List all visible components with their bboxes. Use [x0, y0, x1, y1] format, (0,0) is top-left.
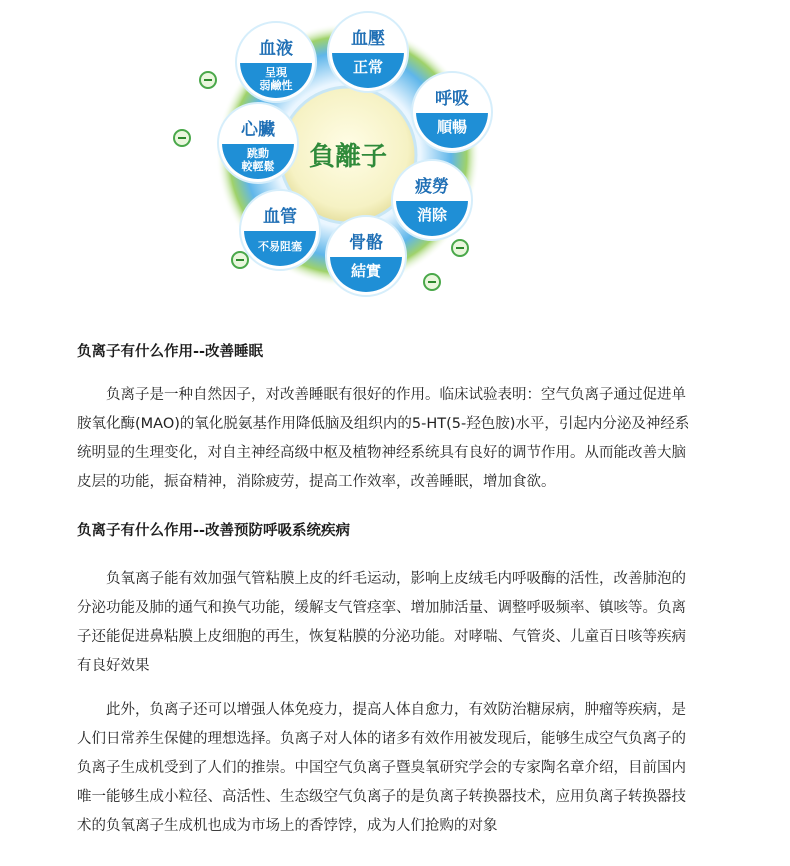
negative-ion-diagram	[160, 10, 520, 310]
bubble-desc: 弱鹼性	[259, 79, 293, 92]
text-line: 统明显的生理变化，对自主神经高级中枢及植物神经系统具有良好的调节作用。从而能改善大脑	[77, 445, 686, 461]
bubble-title: 疲勞	[415, 177, 449, 197]
bubble-2	[412, 72, 492, 152]
paragraph-immunity	[77, 696, 727, 841]
section-heading-respiratory: 负离子有什么作用--改善预防呼吸系统疾病	[77, 523, 351, 539]
text-line: 负离子是一种自然因子，对改善睡眠有很好的作用。临床试验表明：空气负离子通过促进单	[106, 387, 686, 403]
bubble-6	[218, 103, 298, 183]
bubble-desc: 呈現	[265, 66, 287, 79]
text-line: 有良好效果	[77, 658, 150, 674]
bubble-0	[236, 22, 316, 102]
text-line: 负离子生成机受到了人们的推崇。中国空气负离子暨臭氧研究学会的专家陶名章介绍，目前国内	[77, 760, 686, 776]
bubble-title: 骨骼	[349, 233, 383, 253]
text-line: 术的负氧离子生成机也成为市场上的香饽饽，成为人们抢购的对象	[77, 818, 498, 834]
bubble-title: 血壓	[351, 29, 385, 49]
negative-ion-icon	[200, 72, 216, 88]
bubble-desc: 正常	[352, 58, 384, 76]
negative-ion-icon	[424, 274, 440, 290]
negative-ion-diagram-svg	[160, 10, 520, 310]
text-line: 胺氧化酶(MAO)的氧化脱氨基作用降低脑及组织内的5-HT(5-羟色胺)水平，引起内分泌及神经系	[77, 416, 690, 432]
bubble-5	[240, 190, 320, 270]
bubble-title: 心臟	[241, 120, 275, 140]
center-label: 負離子	[308, 142, 388, 172]
bubble-desc: 跳動	[247, 147, 269, 160]
bubble-4	[326, 216, 406, 296]
bubble-desc: 不易阻塞	[258, 240, 302, 253]
bubble-1	[328, 12, 408, 92]
text-line: 分泌功能及肺的通气和换气功能，缓解支气管痉挛、增加肺活量、调整呼吸频率、镇咳等。负离	[77, 600, 686, 616]
text-line: 人们日常养生保健的理想选择。负离子对人体的诸多有效作用被发现后，能够生成空气负离子的	[77, 731, 686, 747]
bubble-desc: 結實	[350, 262, 382, 280]
bubble-title: 血液	[259, 39, 293, 59]
bubble-desc: 較輕鬆	[241, 160, 275, 173]
section-heading-sleep: 负离子有什么作用--改善睡眠	[77, 344, 264, 360]
bubble-3	[392, 160, 472, 240]
paragraph-sleep	[77, 381, 727, 497]
text-line: 唯一能够生成小粒径、高活性、生态级空气负离子的是负离子转换器技术，应用负离子转换器技	[77, 789, 686, 805]
negative-ion-icon	[232, 252, 248, 268]
bubble-title: 呼吸	[435, 89, 469, 109]
negative-ion-icon	[174, 130, 190, 146]
text-line: 皮层的功能，振奋精神，消除疲劳，提高工作效率，改善睡眠，增加食欲。	[77, 474, 556, 490]
text-line: 负氧离子能有效加强气管粘膜上皮的纤毛运动，影响上皮绒毛内呼吸酶的活性，改善肺泡的	[106, 571, 686, 587]
bubble-desc: 順暢	[436, 118, 468, 136]
text-line: 此外，负离子还可以增强人体免疫力，提高人体自愈力，有效防治糖尿病，肿瘤等疾病，是	[106, 702, 686, 718]
negative-ion-icon	[452, 240, 468, 256]
bubble-title: 血管	[263, 207, 297, 227]
paragraph-respiratory	[77, 565, 727, 681]
text-line: 子还能促进鼻粘膜上皮细胞的再生，恢复粘膜的分泌功能。对哮喘、气管炎、儿童百日咳等疾病	[77, 629, 686, 645]
bubble-desc: 消除	[416, 206, 448, 224]
